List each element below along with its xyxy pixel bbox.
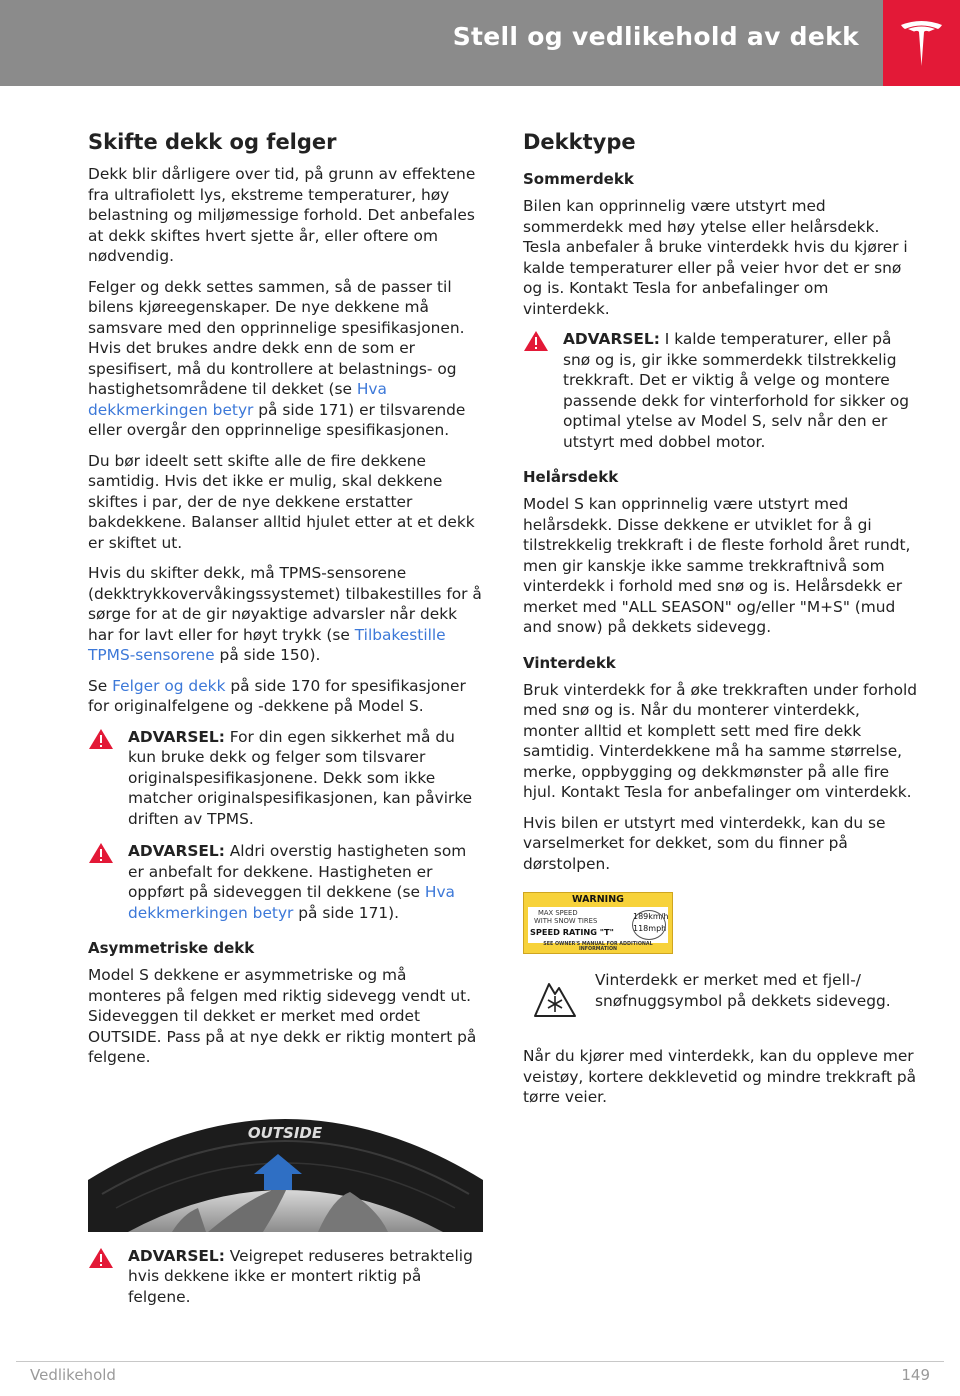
paragraph: Se Felger og dekk på side 170 for spesifikasjoner for originalfelgene og -dekkene på Model S.: [88, 676, 466, 715]
cross-reference-link[interactable]: Tilbakestille TPMS-sensorene: [88, 625, 446, 664]
tesla-logo-icon: [900, 18, 943, 68]
paragraph: Hvis bilen er utstyrt med vinterdekk, kan du se varselmerket for dekket, som du finner på dørstolpen.: [523, 813, 886, 873]
left-column: [88, 126, 483, 1319]
warning-block: ADVARSEL: Aldri overstig hastigheten som er anbefalt for dekkene. Hastigheten er oppført på sideveggen til dekkene (se Hva dekkmerkingen betyr på side 171).: [88, 841, 483, 923]
tire-marking-text: OUTSIDE: [247, 1123, 323, 1142]
snow-symbol-note: [523, 970, 918, 1032]
subheading: Asymmetriske dekk: [88, 939, 255, 957]
label-line: MAX SPEED: [538, 909, 578, 917]
paragraph: Når du kjører med vinterdekk, kan du oppleve mer veistøy, kortere dekklevetid og mindre trekkraft på tørre veier.: [523, 1047, 917, 1106]
paragraph: Model S kan opprinnelig være utstyrt med helårsdekk. Disse dekkene er utviklet for å gi tilstrekkelig trekkraft i de fleste forhold året rundt, men gir kanskje ikke samme trekkraftnivå som vinterdekk i forhold med snø og is. Helårsdekk er merket med "ALL SEASON" og/eller "M+S" (mud and snow) på dekkets sidevegg.: [523, 495, 911, 636]
warning-block: ADVARSEL: I kalde temperaturer, eller på snø og is, gir ikke sommerdekk tilstrekkelig trekkraft. Det er viktig å velge og montere passende dekk for vinterforhold for sikker og optimal ytelse av Model S, selv når den er utstyrt med dobbel motor.: [523, 329, 918, 452]
speed-circle: [632, 910, 669, 940]
warning-triangle-icon: [88, 1247, 114, 1269]
warning-block: ADVARSEL: Veigrepet reduseres betraktelig hvis dekkene ikke er montert riktig på felgene.: [88, 1246, 483, 1308]
paragraph: Felger og dekk settes sammen, så de passer til bilens kjøreegenskaper. De nye dekkene må samsvare med den opprinnelige spesifikasjonen. Hvis det brukes andre dekk enn de som er spesifisert, må du kontrollere at belastnings- og hastighetsområdene til dekket (se Hva dekkmerkingen betyr på side 171) er tilsvarende eller overgår den opprinnelige spesifikasjonen.: [88, 277, 466, 439]
cross-reference-link[interactable]: Hva dekkmerkingen betyr: [128, 883, 455, 922]
warning-triangle-icon: [88, 728, 114, 750]
label-line: WITH SNOW TIRES: [534, 917, 598, 925]
page-number: 149: [901, 1366, 930, 1384]
cross-reference-link[interactable]: Hva dekkmerkingen betyr: [88, 380, 387, 419]
label-line: SPEED RATING "T": [530, 927, 614, 937]
warning-triangle-icon: [88, 842, 114, 864]
paragraph: Model S dekkene er asymmetriske og må monteres på felgen med riktig sidevegg vendt ut. Sideveggen til dekket er merket med ordet OUTSIDE. Pass på at nye dekk er riktig montert på felgene.: [88, 966, 477, 1066]
section-heading: Skifte dekk og felger: [88, 130, 337, 154]
label-heading: WARNING: [572, 894, 624, 905]
footer-divider: [16, 1361, 944, 1362]
footer-section: Vedlikehold: [30, 1366, 116, 1384]
paragraph: Bruk vinterdekk for å øke trekkraften under forhold med snø og is. Når du monterer vinterdekk, monter alltid et komplett sett med fire dekk samtidig. Vinterdekkene må ha samme størrelse, merke, oppbygging og dekkmønster på alle fire hjul. Kontakt Tesla for anbefalinger om vinterdekk.: [523, 680, 918, 801]
warning-triangle-icon: [523, 330, 549, 352]
paragraph: Hvis du skifter dekk, må TPMS-sensorene (dekktrykkovervåkingssystemet) tilbakestilles for å sørge for at de gir nøyaktige advarsler når dekk har for lavt eller for høyt trykk (se Tilbakestille TPMS-sensorene på side 150).: [88, 564, 482, 664]
speed-kmh: 189km/h: [633, 912, 669, 921]
speed-mph: 118mph: [633, 924, 667, 933]
subheading: Helårsdekk: [523, 468, 619, 486]
subheading: Sommerdekk: [523, 170, 634, 188]
paragraph: Bilen kan opprinnelig være utstyrt med sommerdekk med høy ytelse eller helårsdekk. Tesla anbefaler å bruke vinterdekk hvis du kjører i kalde temperaturer eller på veier hvor det er snø og is. Kontakt Tesla for anbefalinger om vinterdekk.: [523, 197, 908, 318]
paragraph: Vinterdekk er merket med et fjell-/ snøfnuggsymbol på dekkets sidevegg.: [595, 971, 891, 1010]
page-title: Stell og vedlikehold av dekk: [452, 22, 859, 51]
right-column: [523, 126, 918, 1118]
door-pillar-warning-label-image: [523, 892, 673, 954]
cross-reference-link[interactable]: Felger og dekk: [112, 676, 226, 695]
label-footer: SEE OWNER'S MANUAL FOR ADDITIONAL INFORMATION: [543, 942, 653, 952]
header-bar: [0, 0, 883, 86]
mountain-snowflake-icon: [533, 978, 577, 1018]
warning-block: ADVARSEL: For din egen sikkerhet må du kun bruke dekk og felger som tilsvarer originalspesifikasjonene. Dekk som ikke matcher originalspesifikasjonen, kan påvirke driften av TPMS.: [88, 727, 483, 830]
logo-box: [883, 0, 960, 86]
section-heading: Dekktype: [523, 130, 636, 154]
paragraph: Du bør ideelt sett skifte alle de fire dekkene samtidig. Hvis det ikke er mulig, skal dekkene skiftes i par, der de nye dekkene erstatter bakdekkene. Balanser alltid hjulet etter at et dekk er skiftet ut.: [88, 451, 475, 552]
subheading: Vinterdekk: [523, 653, 616, 672]
paragraph: Dekk blir dårligere over tid, på grunn av effektene fra ultrafiolett lys, ekstreme temperaturer, høy belastning og miljømessige forhold. Det anbefales at dekk skiftes hvert sjette år, eller oftere om nødvendig.: [88, 165, 476, 265]
tire-outside-image: [88, 1098, 483, 1232]
